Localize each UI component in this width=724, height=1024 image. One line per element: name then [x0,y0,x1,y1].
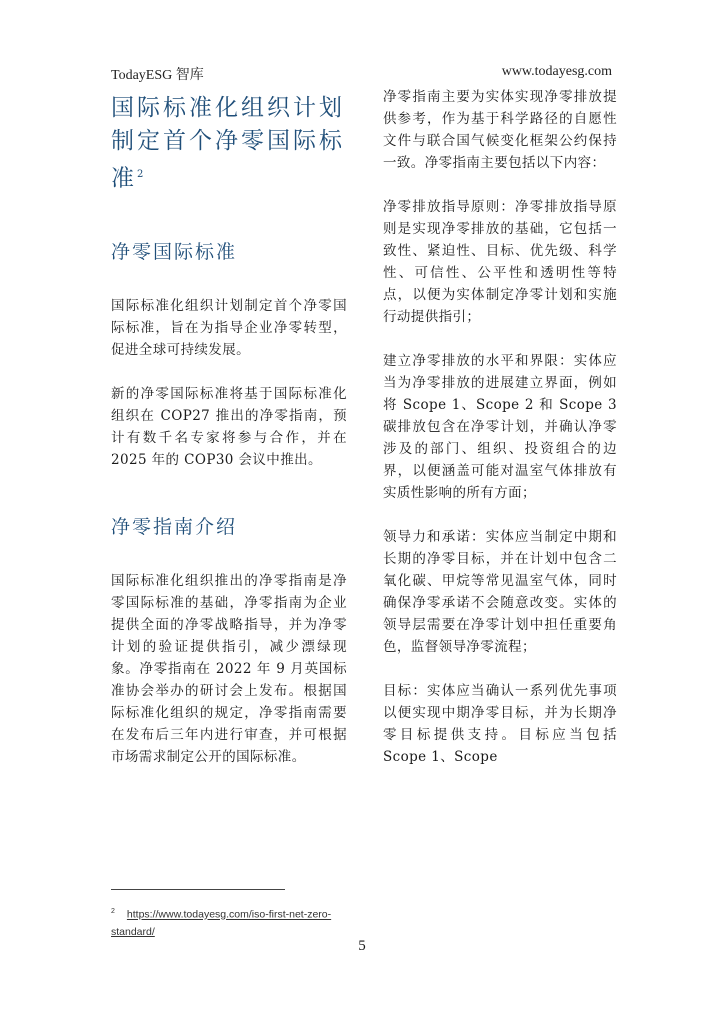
left-column [111,92,347,768]
page-title [111,92,347,196]
paragraph-guide-details: 国际标准化组织推出的净零指南是净零国际标准的基础，净零指南为企业提供全面的净零战略指导，并为净零计划的验证提供指引，减少漂绿现象。净零指南在 2022 年 9 月英国标准协会举办的研讨会上发布。根据国际标准化组织的规定，净零指南需要在发布后三年内进行审查，并可根据市场需求制定公开的国际标准。 [111,572,347,765]
footnote-divider [111,889,285,890]
paragraph-standard-intro: 国际标准化组织计划制定首个净零国际标准，旨在为指导企业净零转型，促进全球可持续发展。 [111,297,347,358]
paragraph-levels-boundaries: 建立净零排放的水平和界限：实体应当为净零排放的进展建立界面，例如将 Scope 1、Scope 2 和 Scope 3 碳排放包含在净零计划，并确认净零涉及的部门、组织、投资组合的边界，以便涵盖可能对温室气体排放有实质性影响的所有方面； [383,353,617,501]
paragraph-leadership: 领导力和承诺：实体应当制定中期和长期的净零目标，并在计划中包含二氧化碳、甲烷等常见温室气体，同时确保净零承诺不会随意改变。实体的领导层需要在净零计划中担任重要角色，监督领导净零流程； [383,529,617,655]
paragraph-guide-purpose: 净零指南主要为实体实现净零排放提供参考，作为基于科学路径的自愿性文件与联合国气候变化框架公约保持一致。净零指南主要包括以下内容： [383,89,617,171]
footnote [111,903,351,941]
paragraph-principles: 净零排放指导原则：净零排放指导原则是实现净零排放的基础，它包括一致性、紧迫性、目标、优先级、科学性、可信性、公平性和透明性等特点，以便为实体制定净零计划和实施行动提供指引； [383,199,617,325]
section-heading-guide-intro: 净零指南介绍 [111,515,238,538]
footnote-number: 2 [111,908,115,915]
right-column [383,86,617,768]
page-number: 5 [358,938,366,954]
title-footnote-ref[interactable]: 2 [137,169,144,180]
footnote-link[interactable]: https://www.todayesg.com/iso-first-net-zero-standard/ [111,908,332,938]
title-text: 国际标准化组织计划制定首个净零国际标准 [111,95,345,192]
paragraph-new-standard: 新的净零国际标准将基于国际标准化组织在 COP27 推出的净零指南，预计有数千名专家将参与合作，并在 2025 年的 COP30 会议中推出。 [111,385,347,468]
section-heading-net-zero-standard: 净零国际标准 [111,240,238,263]
header-brand: TodayESG 智库 [111,68,204,83]
paragraph-targets: 目标：实体应当确认一系列优先事项以便实现中期净零目标，并为长期净零目标提供支持。目标应当包括 Scope 1、Scope [383,683,617,765]
header-website: www.todayesg.com [501,64,612,79]
